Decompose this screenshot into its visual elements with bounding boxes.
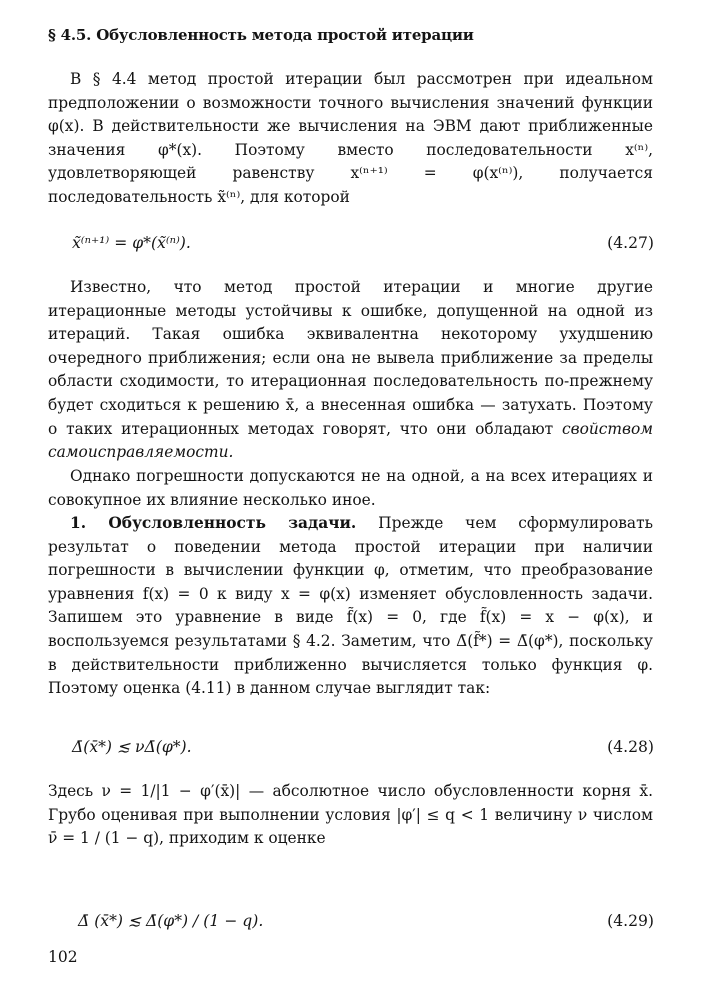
stability-text: Известно, что метод простой итерации и многие другие итерационные методы устойчивы к ошибке, допущенной на одной из итераций. Такая ошибка эквивалентна некоторому ухудшению очередного приближения; если она не вывела приближение за пределы области сходимости, то итерационная последовательность по-прежнему будет сходиться к решению x̄, а внесенная ошибка — затухать. Поэтому о таких итерационных методах говорят, что они обладают <box>48 278 653 438</box>
equation-number-4-29: (4.29) <box>607 912 654 930</box>
section-heading: § 4.5. Обусловленность метода простой итерации <box>48 26 474 44</box>
conditioning-text: Прежде чем сформулировать результат о поведении метода простой итерации при наличии погрешности в вычислении функции φ, отметим, что преобразование уравнения f(x) = 0 к виду x = φ(x) изменяет обусловленность задачи. Запишем это уравнение в виде f̃(x) = 0, где f̃(x) = x − φ(x), и воспользуемся результатами § 4.2. Заметим, что Δ̄(f̃*) = Δ̄(φ*), поскольку в действительности приближенно вычисляется только функция φ. Поэтому оценка (4.11) в данном случае выглядит так: <box>48 514 653 698</box>
equation-number-4-27: (4.27) <box>607 234 654 252</box>
paragraph-intro: В § 4.4 метод простой итерации был рассмотрен при идеальном предположении о возможности точного вычисления значений функции φ(x). В действительности же вычисления на ЭВМ дают приближенные значения φ*(x). Поэтому вместо последовательности x⁽ⁿ⁾, удовлетворяющей равенству x⁽ⁿ⁺¹⁾ = φ(x⁽ⁿ⁾), получается последовательность x̃⁽ⁿ⁾, для которой <box>48 70 653 206</box>
subsection-title: 1. Обусловленность задачи. <box>70 514 357 532</box>
equation-4-29: Δ̄ (x̄*) ≲ Δ̄(φ*) / (1 − q). <box>78 912 264 930</box>
paragraph-estimate: Здесь ν = 1/|1 − φ′(x̄)| — абсолютное число обусловленности корня x̄. Грубо оценивая при выполнении условия |φ′| ≤ q < 1 величину ν числом ν̄ = 1 / (1 − q), приходим к оценке <box>48 782 653 848</box>
equation-number-4-28: (4.28) <box>607 738 654 756</box>
equation-4-27: x̃⁽ⁿ⁺¹⁾ = φ*(x̃⁽ⁿ⁾). <box>72 234 191 252</box>
self-correction-term: свойством самоисправляемости. <box>48 419 653 462</box>
page-number: 102 <box>48 948 78 966</box>
paragraph-errors: Однако погрешности допускаются не на одной, а на всех итерациях и совокупное их влияние несколько иное. <box>48 467 653 509</box>
equation-4-28: Δ̄(x̄*) ≲ νΔ̄(φ*). <box>72 738 192 756</box>
paragraph-stability <box>48 276 653 465</box>
paragraph-conditioning <box>48 512 653 701</box>
